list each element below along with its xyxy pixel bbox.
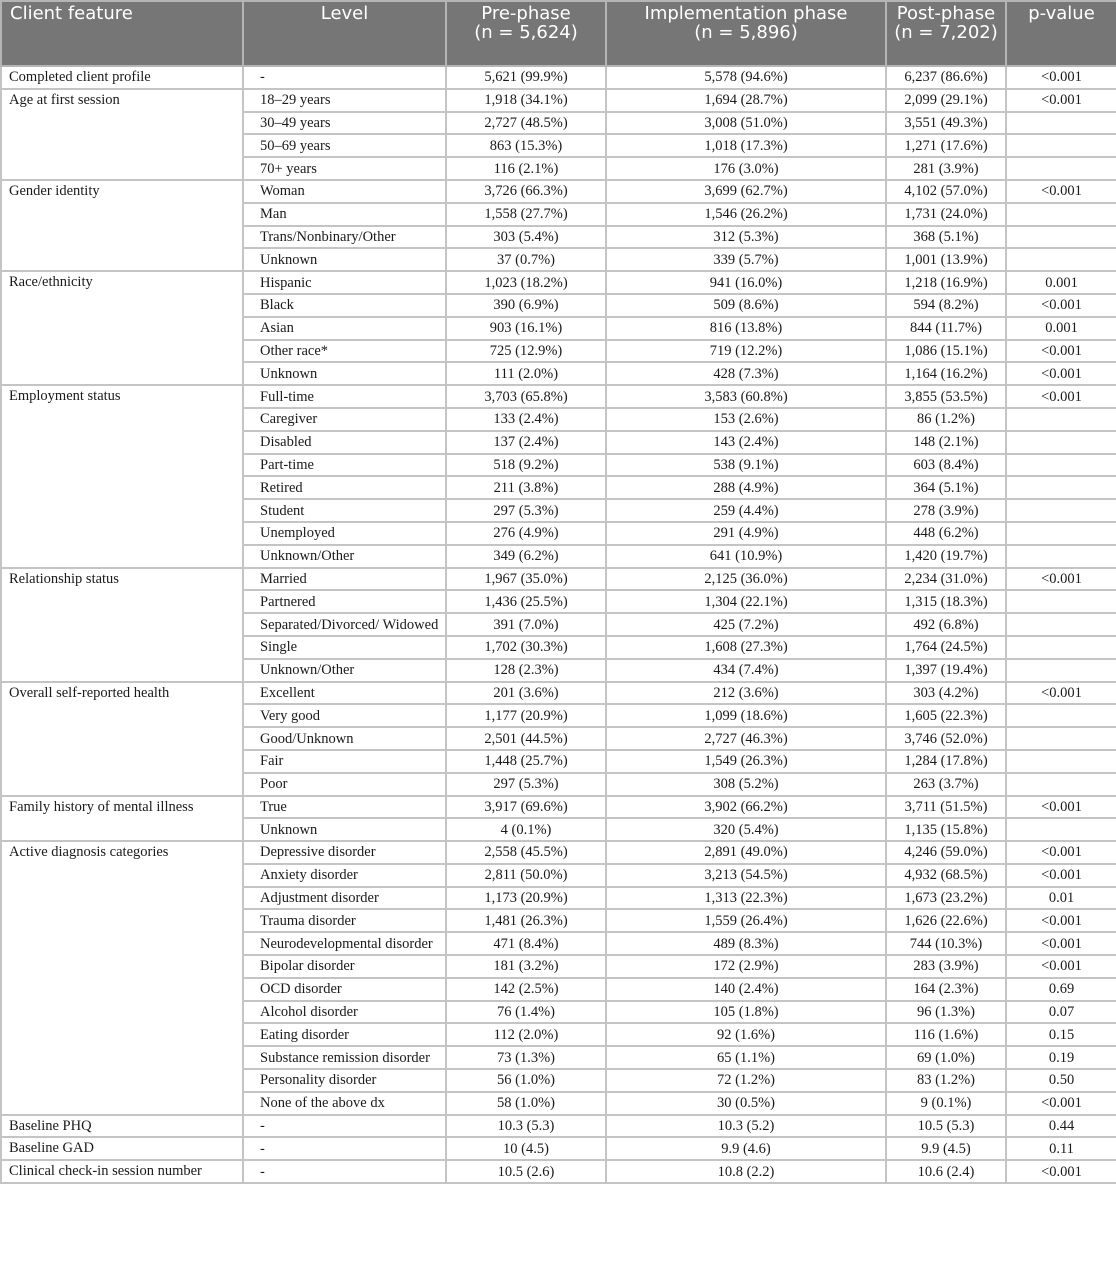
p-value-cell: <0.001 (1006, 955, 1116, 978)
table-header (1, 1, 1116, 66)
header-post-phase-title: Post-phase (896, 3, 996, 24)
level-cell: Good/Unknown (243, 727, 446, 750)
level-cell: - (243, 1160, 446, 1183)
level-cell: Partnered (243, 590, 446, 613)
implementation-phase-cell: 1,694 (28.7%) (606, 89, 886, 112)
implementation-phase-cell: 308 (5.2%) (606, 773, 886, 796)
pre-phase-cell: 56 (1.0%) (446, 1069, 606, 1092)
client-feature-cell: Employment status (1, 385, 243, 567)
header-pre-phase-n: (n = 5,624) (474, 22, 578, 43)
level-cell: None of the above dx (243, 1092, 446, 1115)
implementation-phase-cell: 434 (7.4%) (606, 659, 886, 682)
level-cell: Unknown (243, 818, 446, 841)
level-cell: Adjustment disorder (243, 887, 446, 910)
implementation-phase-cell: 105 (1.8%) (606, 1001, 886, 1024)
table-row (1, 385, 1116, 408)
level-cell: Very good (243, 704, 446, 727)
p-value-cell (1006, 750, 1116, 773)
post-phase-cell: 2,099 (29.1%) (886, 89, 1006, 112)
level-cell: Poor (243, 773, 446, 796)
implementation-phase-cell: 2,727 (46.3%) (606, 727, 886, 750)
p-value-cell: <0.001 (1006, 1092, 1116, 1115)
pre-phase-cell: 201 (3.6%) (446, 682, 606, 705)
post-phase-cell: 368 (5.1%) (886, 226, 1006, 249)
implementation-phase-cell: 3,902 (66.2%) (606, 796, 886, 819)
p-value-cell: 0.001 (1006, 317, 1116, 340)
level-cell: Asian (243, 317, 446, 340)
implementation-phase-cell: 3,699 (62.7%) (606, 180, 886, 203)
implementation-phase-cell: 92 (1.6%) (606, 1023, 886, 1046)
p-value-cell: 0.15 (1006, 1023, 1116, 1046)
level-cell: Bipolar disorder (243, 955, 446, 978)
implementation-phase-cell: 1,304 (22.1%) (606, 590, 886, 613)
p-value-cell: <0.001 (1006, 796, 1116, 819)
p-value-cell: 0.001 (1006, 271, 1116, 294)
pre-phase-cell: 5,621 (99.9%) (446, 66, 606, 89)
pre-phase-cell: 133 (2.4%) (446, 408, 606, 431)
level-cell: Married (243, 568, 446, 591)
post-phase-cell: 1,135 (15.8%) (886, 818, 1006, 841)
pre-phase-cell: 391 (7.0%) (446, 613, 606, 636)
header-level: Level (243, 1, 446, 66)
post-phase-cell: 1,218 (16.9%) (886, 271, 1006, 294)
pre-phase-cell: 1,481 (26.3%) (446, 909, 606, 932)
level-cell: Trans/Nonbinary/Other (243, 226, 446, 249)
post-phase-cell: 6,237 (86.6%) (886, 66, 1006, 89)
level-cell: Eating disorder (243, 1023, 446, 1046)
p-value-cell: <0.001 (1006, 180, 1116, 203)
pre-phase-cell: 1,436 (25.5%) (446, 590, 606, 613)
post-phase-cell: 844 (11.7%) (886, 317, 1006, 340)
pre-phase-cell: 518 (9.2%) (446, 454, 606, 477)
post-phase-cell: 364 (5.1%) (886, 476, 1006, 499)
post-phase-cell: 3,746 (52.0%) (886, 727, 1006, 750)
post-phase-cell: 1,626 (22.6%) (886, 909, 1006, 932)
p-value-cell (1006, 454, 1116, 477)
implementation-phase-cell: 3,008 (51.0%) (606, 112, 886, 135)
post-phase-cell: 4,246 (59.0%) (886, 841, 1006, 864)
post-phase-cell: 303 (4.2%) (886, 682, 1006, 705)
table-row (1, 682, 1116, 705)
header-implementation-phase-title: Implementation phase (644, 3, 848, 24)
level-cell: 18–29 years (243, 89, 446, 112)
pre-phase-cell: 2,558 (45.5%) (446, 841, 606, 864)
pre-phase-cell: 76 (1.4%) (446, 1001, 606, 1024)
p-value-cell: 0.01 (1006, 887, 1116, 910)
implementation-phase-cell: 172 (2.9%) (606, 955, 886, 978)
pre-phase-cell: 37 (0.7%) (446, 248, 606, 271)
level-cell: Unknown/Other (243, 545, 446, 568)
level-cell: Trauma disorder (243, 909, 446, 932)
p-value-cell: <0.001 (1006, 340, 1116, 363)
level-cell: Separated/Divorced/ Widowed (243, 613, 446, 636)
table-body (1, 66, 1116, 1183)
level-cell: 50–69 years (243, 134, 446, 157)
post-phase-cell: 1,605 (22.3%) (886, 704, 1006, 727)
client-feature-cell: Baseline GAD (1, 1137, 243, 1160)
table-row (1, 841, 1116, 864)
pre-phase-cell: 863 (15.3%) (446, 134, 606, 157)
p-value-cell (1006, 476, 1116, 499)
pre-phase-cell: 116 (2.1%) (446, 157, 606, 180)
post-phase-cell: 281 (3.9%) (886, 157, 1006, 180)
level-cell: Full-time (243, 385, 446, 408)
post-phase-cell: 594 (8.2%) (886, 294, 1006, 317)
pre-phase-cell: 4 (0.1%) (446, 818, 606, 841)
implementation-phase-cell: 489 (8.3%) (606, 932, 886, 955)
p-value-cell: 0.50 (1006, 1069, 1116, 1092)
implementation-phase-cell: 2,125 (36.0%) (606, 568, 886, 591)
p-value-cell (1006, 408, 1116, 431)
client-feature-cell: Active diagnosis categories (1, 841, 243, 1115)
post-phase-cell: 69 (1.0%) (886, 1046, 1006, 1069)
table-row (1, 1137, 1116, 1160)
pre-phase-cell: 3,703 (65.8%) (446, 385, 606, 408)
implementation-phase-cell: 65 (1.1%) (606, 1046, 886, 1069)
post-phase-cell: 96 (1.3%) (886, 1001, 1006, 1024)
pre-phase-cell: 181 (3.2%) (446, 955, 606, 978)
header-post-phase-n: (n = 7,202) (894, 22, 998, 43)
level-cell: Excellent (243, 682, 446, 705)
post-phase-cell: 2,234 (31.0%) (886, 568, 1006, 591)
implementation-phase-cell: 816 (13.8%) (606, 317, 886, 340)
client-feature-cell: Family history of mental illness (1, 796, 243, 842)
pre-phase-cell: 58 (1.0%) (446, 1092, 606, 1115)
post-phase-cell: 1,164 (16.2%) (886, 362, 1006, 385)
implementation-phase-cell: 1,559 (26.4%) (606, 909, 886, 932)
p-value-cell: <0.001 (1006, 568, 1116, 591)
p-value-cell (1006, 226, 1116, 249)
level-cell: Single (243, 636, 446, 659)
post-phase-cell: 1,764 (24.5%) (886, 636, 1006, 659)
table-row (1, 180, 1116, 203)
client-feature-cell: Clinical check-in session number (1, 1160, 243, 1183)
table-row (1, 89, 1116, 112)
implementation-phase-cell: 30 (0.5%) (606, 1092, 886, 1115)
implementation-phase-cell: 259 (4.4%) (606, 499, 886, 522)
header-post-phase (886, 1, 1006, 66)
implementation-phase-cell: 5,578 (94.6%) (606, 66, 886, 89)
pre-phase-cell: 1,177 (20.9%) (446, 704, 606, 727)
post-phase-cell: 9 (0.1%) (886, 1092, 1006, 1115)
level-cell: OCD disorder (243, 978, 446, 1001)
implementation-phase-cell: 425 (7.2%) (606, 613, 886, 636)
implementation-phase-cell: 941 (16.0%) (606, 271, 886, 294)
p-value-cell (1006, 431, 1116, 454)
pre-phase-cell: 1,448 (25.7%) (446, 750, 606, 773)
p-value-cell (1006, 636, 1116, 659)
p-value-cell: 0.19 (1006, 1046, 1116, 1069)
header-client-feature: Client feature (1, 1, 243, 66)
post-phase-cell: 1,271 (17.6%) (886, 134, 1006, 157)
p-value-cell (1006, 659, 1116, 682)
level-cell: Student (243, 499, 446, 522)
pre-phase-cell: 1,918 (34.1%) (446, 89, 606, 112)
pre-phase-cell: 297 (5.3%) (446, 499, 606, 522)
implementation-phase-cell: 312 (5.3%) (606, 226, 886, 249)
table-row (1, 1160, 1116, 1183)
p-value-cell (1006, 545, 1116, 568)
level-cell: Caregiver (243, 408, 446, 431)
p-value-cell: <0.001 (1006, 362, 1116, 385)
pre-phase-cell: 3,726 (66.3%) (446, 180, 606, 203)
p-value-cell: 0.11 (1006, 1137, 1116, 1160)
pre-phase-cell: 1,023 (18.2%) (446, 271, 606, 294)
p-value-cell: <0.001 (1006, 682, 1116, 705)
post-phase-cell: 263 (3.7%) (886, 773, 1006, 796)
level-cell: Anxiety disorder (243, 864, 446, 887)
implementation-phase-cell: 72 (1.2%) (606, 1069, 886, 1092)
implementation-phase-cell: 2,891 (49.0%) (606, 841, 886, 864)
pre-phase-cell: 211 (3.8%) (446, 476, 606, 499)
level-cell: Unknown/Other (243, 659, 446, 682)
level-cell: Fair (243, 750, 446, 773)
implementation-phase-cell: 153 (2.6%) (606, 408, 886, 431)
p-value-cell (1006, 134, 1116, 157)
post-phase-cell: 83 (1.2%) (886, 1069, 1006, 1092)
pre-phase-cell: 112 (2.0%) (446, 1023, 606, 1046)
implementation-phase-cell: 10.3 (5.2) (606, 1115, 886, 1138)
pre-phase-cell: 903 (16.1%) (446, 317, 606, 340)
pre-phase-cell: 1,558 (27.7%) (446, 203, 606, 226)
p-value-cell: <0.001 (1006, 66, 1116, 89)
p-value-cell: <0.001 (1006, 1160, 1116, 1183)
post-phase-cell: 744 (10.3%) (886, 932, 1006, 955)
pre-phase-cell: 73 (1.3%) (446, 1046, 606, 1069)
implementation-phase-cell: 1,549 (26.3%) (606, 750, 886, 773)
p-value-cell (1006, 773, 1116, 796)
level-cell: 70+ years (243, 157, 446, 180)
pre-phase-cell: 137 (2.4%) (446, 431, 606, 454)
post-phase-cell: 1,001 (13.9%) (886, 248, 1006, 271)
post-phase-cell: 10.5 (5.3) (886, 1115, 1006, 1138)
client-feature-cell: Overall self-reported health (1, 682, 243, 796)
pre-phase-cell: 10.5 (2.6) (446, 1160, 606, 1183)
header-pre-phase (446, 1, 606, 66)
pre-phase-cell: 390 (6.9%) (446, 294, 606, 317)
level-cell: Neurodevelopmental disorder (243, 932, 446, 955)
implementation-phase-cell: 339 (5.7%) (606, 248, 886, 271)
implementation-phase-cell: 212 (3.6%) (606, 682, 886, 705)
post-phase-cell: 148 (2.1%) (886, 431, 1006, 454)
implementation-phase-cell: 140 (2.4%) (606, 978, 886, 1001)
client-feature-cell: Race/ethnicity (1, 271, 243, 385)
post-phase-cell: 1,420 (19.7%) (886, 545, 1006, 568)
level-cell: Retired (243, 476, 446, 499)
header-implementation-phase-n: (n = 5,896) (694, 22, 798, 43)
table-row (1, 568, 1116, 591)
p-value-cell (1006, 499, 1116, 522)
p-value-cell: 0.44 (1006, 1115, 1116, 1138)
post-phase-cell: 1,673 (23.2%) (886, 887, 1006, 910)
implementation-phase-cell: 719 (12.2%) (606, 340, 886, 363)
implementation-phase-cell: 509 (8.6%) (606, 294, 886, 317)
pre-phase-cell: 1,967 (35.0%) (446, 568, 606, 591)
post-phase-cell: 116 (1.6%) (886, 1023, 1006, 1046)
p-value-cell (1006, 613, 1116, 636)
post-phase-cell: 4,102 (57.0%) (886, 180, 1006, 203)
table-row (1, 1115, 1116, 1138)
level-cell: True (243, 796, 446, 819)
pre-phase-cell: 2,501 (44.5%) (446, 727, 606, 750)
pre-phase-cell: 471 (8.4%) (446, 932, 606, 955)
p-value-cell (1006, 727, 1116, 750)
post-phase-cell: 3,855 (53.5%) (886, 385, 1006, 408)
pre-phase-cell: 725 (12.9%) (446, 340, 606, 363)
level-cell: Woman (243, 180, 446, 203)
post-phase-cell: 1,731 (24.0%) (886, 203, 1006, 226)
implementation-phase-cell: 1,099 (18.6%) (606, 704, 886, 727)
post-phase-cell: 3,551 (49.3%) (886, 112, 1006, 135)
p-value-cell (1006, 590, 1116, 613)
client-feature-cell: Age at first session (1, 89, 243, 180)
level-cell: Substance remission disorder (243, 1046, 446, 1069)
level-cell: Man (243, 203, 446, 226)
level-cell: Unemployed (243, 522, 446, 545)
header-row (1, 1, 1116, 66)
p-value-cell: <0.001 (1006, 841, 1116, 864)
pre-phase-cell: 276 (4.9%) (446, 522, 606, 545)
implementation-phase-cell: 1,018 (17.3%) (606, 134, 886, 157)
level-cell: Part-time (243, 454, 446, 477)
implementation-phase-cell: 428 (7.3%) (606, 362, 886, 385)
level-cell: - (243, 1115, 446, 1138)
p-value-cell: <0.001 (1006, 294, 1116, 317)
header-p-value: p-value (1006, 1, 1116, 66)
pre-phase-cell: 10.3 (5.3) (446, 1115, 606, 1138)
post-phase-cell: 1,284 (17.8%) (886, 750, 1006, 773)
implementation-phase-cell: 291 (4.9%) (606, 522, 886, 545)
pre-phase-cell: 142 (2.5%) (446, 978, 606, 1001)
level-cell: Personality disorder (243, 1069, 446, 1092)
post-phase-cell: 492 (6.8%) (886, 613, 1006, 636)
post-phase-cell: 283 (3.9%) (886, 955, 1006, 978)
pre-phase-cell: 3,917 (69.6%) (446, 796, 606, 819)
client-feature-cell: Relationship status (1, 568, 243, 682)
p-value-cell (1006, 818, 1116, 841)
p-value-cell: 0.07 (1006, 1001, 1116, 1024)
post-phase-cell: 3,711 (51.5%) (886, 796, 1006, 819)
table-row (1, 66, 1116, 89)
post-phase-cell: 448 (6.2%) (886, 522, 1006, 545)
level-cell: - (243, 66, 446, 89)
implementation-phase-cell: 1,546 (26.2%) (606, 203, 886, 226)
p-value-cell (1006, 112, 1116, 135)
pre-phase-cell: 349 (6.2%) (446, 545, 606, 568)
post-phase-cell: 1,086 (15.1%) (886, 340, 1006, 363)
implementation-phase-cell: 10.8 (2.2) (606, 1160, 886, 1183)
implementation-phase-cell: 641 (10.9%) (606, 545, 886, 568)
implementation-phase-cell: 1,608 (27.3%) (606, 636, 886, 659)
header-pre-phase-title: Pre-phase (481, 3, 571, 24)
level-cell: Disabled (243, 431, 446, 454)
implementation-phase-cell: 3,583 (60.8%) (606, 385, 886, 408)
level-cell: 30–49 years (243, 112, 446, 135)
implementation-phase-cell: 3,213 (54.5%) (606, 864, 886, 887)
post-phase-cell: 4,932 (68.5%) (886, 864, 1006, 887)
header-implementation-phase (606, 1, 886, 66)
post-phase-cell: 278 (3.9%) (886, 499, 1006, 522)
implementation-phase-cell: 538 (9.1%) (606, 454, 886, 477)
post-phase-cell: 603 (8.4%) (886, 454, 1006, 477)
client-feature-cell: Gender identity (1, 180, 243, 271)
pre-phase-cell: 2,811 (50.0%) (446, 864, 606, 887)
level-cell: Other race* (243, 340, 446, 363)
pre-phase-cell: 1,173 (20.9%) (446, 887, 606, 910)
p-value-cell: <0.001 (1006, 385, 1116, 408)
p-value-cell: <0.001 (1006, 864, 1116, 887)
p-value-cell: <0.001 (1006, 932, 1116, 955)
p-value-cell: 0.69 (1006, 978, 1116, 1001)
post-phase-cell: 86 (1.2%) (886, 408, 1006, 431)
level-cell: Alcohol disorder (243, 1001, 446, 1024)
client-feature-cell: Baseline PHQ (1, 1115, 243, 1138)
pre-phase-cell: 128 (2.3%) (446, 659, 606, 682)
implementation-phase-cell: 288 (4.9%) (606, 476, 886, 499)
post-phase-cell: 1,397 (19.4%) (886, 659, 1006, 682)
table-row (1, 796, 1116, 819)
post-phase-cell: 9.9 (4.5) (886, 1137, 1006, 1160)
post-phase-cell: 164 (2.3%) (886, 978, 1006, 1001)
implementation-phase-cell: 1,313 (22.3%) (606, 887, 886, 910)
level-cell: - (243, 1137, 446, 1160)
p-value-cell (1006, 248, 1116, 271)
p-value-cell (1006, 157, 1116, 180)
implementation-phase-cell: 176 (3.0%) (606, 157, 886, 180)
pre-phase-cell: 10 (4.5) (446, 1137, 606, 1160)
pre-phase-cell: 2,727 (48.5%) (446, 112, 606, 135)
level-cell: Unknown (243, 362, 446, 385)
level-cell: Hispanic (243, 271, 446, 294)
level-cell: Depressive disorder (243, 841, 446, 864)
pre-phase-cell: 303 (5.4%) (446, 226, 606, 249)
implementation-phase-cell: 9.9 (4.6) (606, 1137, 886, 1160)
p-value-cell (1006, 522, 1116, 545)
p-value-cell: <0.001 (1006, 89, 1116, 112)
level-cell: Black (243, 294, 446, 317)
p-value-cell: <0.001 (1006, 909, 1116, 932)
p-value-cell (1006, 704, 1116, 727)
pre-phase-cell: 111 (2.0%) (446, 362, 606, 385)
level-cell: Unknown (243, 248, 446, 271)
p-value-cell (1006, 203, 1116, 226)
table-row (1, 271, 1116, 294)
client-feature-cell: Completed client profile (1, 66, 243, 89)
pre-phase-cell: 297 (5.3%) (446, 773, 606, 796)
post-phase-cell: 1,315 (18.3%) (886, 590, 1006, 613)
pre-phase-cell: 1,702 (30.3%) (446, 636, 606, 659)
implementation-phase-cell: 143 (2.4%) (606, 431, 886, 454)
post-phase-cell: 10.6 (2.4) (886, 1160, 1006, 1183)
implementation-phase-cell: 320 (5.4%) (606, 818, 886, 841)
